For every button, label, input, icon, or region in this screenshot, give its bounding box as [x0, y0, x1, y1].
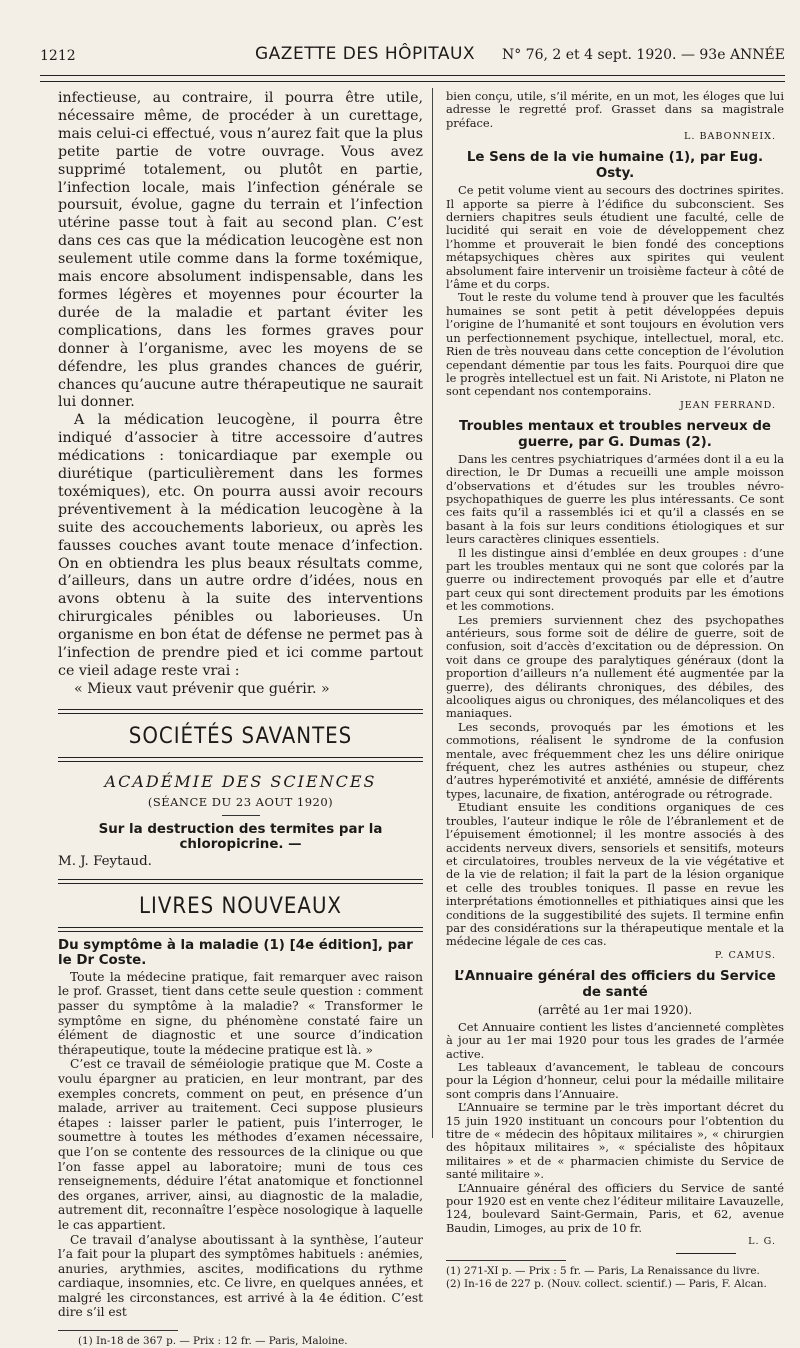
seance-date: (SÉANCE DU 23 AOUT 1920): [147, 794, 334, 809]
review-paragraph: bien conçu, utile, s’il mérite, en un mot, les éloges que lui adresse le regretté prof. Grasset dans sa magistrale préface.: [446, 89, 784, 130]
section-rule: [58, 927, 423, 932]
review-paragraph: Cet Annuaire contient les listes d’ancienneté complètes à jour au 1er mai 1920 pour tous les grades de l’armée active.: [446, 1019, 784, 1061]
section-rule: [58, 879, 423, 884]
review-paragraph: L’Annuaire général des officiers du Service de santé pour 1920 est en vente chez l’éditeur militaire Lavauzelle, 124, boulevard Saint-Germain, Paris, et 62, avenue Baudin, Limoges, au prix de 10 fr.: [446, 1180, 784, 1235]
termites-title: Sur la destruction des termites par la chloropicrine. —: [98, 821, 383, 852]
article-quote: « Mieux vaut prévenir que guérir. »: [74, 680, 330, 697]
page-header: [40, 44, 785, 72]
review-paragraph: Dans les centres psychiatriques d’armées dont il a eu la direction, le Dr Dumas a recueilli une ample moisson d’observations et d’études sur les troubles névro-psychopathiques de guerre les plus intéressants. Ce sont ces faits qu’il a rassemblés ici et qu’il a classés en se basant à la fois sur leurs conditions étiologiques et sur leurs caractères cliniques essentiels.: [446, 451, 784, 547]
academie-heading: ACADÉMIE DES SCIENCES: [104, 771, 377, 791]
review-signature: JEAN FERRAND.: [679, 399, 776, 411]
divider: [222, 815, 260, 816]
header-rule: [40, 75, 785, 76]
review-paragraph: Il les distingue ainsi d’emblée en deux groupes : d’une part les troubles mentaux qui ne sont que colorés par la guerre ou indirectement provoqués par elle et d’autre part ceux qui sont directement produits par les émotions et les commotions.: [446, 545, 784, 614]
troubles-title: Troubles mentaux et troubles nerveux de guerre, par G. Dumas (2).: [458, 418, 772, 450]
review-signature: P. CAMUS.: [714, 949, 776, 961]
review-paragraph: L’Annuaire se termine par le très important décret du 15 juin 1920 instituant un concours pour l’obtention du titre de « médecin des hôpitaux militaires », « chirurgien des hôpitaux militaires », « spécialiste des hôpitaux militaires » et de « pharmacien chimiste du Service de santé militaire ».: [446, 1100, 784, 1182]
journal-title: GAZETTE DES HÔPITAUX: [255, 44, 476, 64]
end-rule: [676, 1253, 736, 1254]
article-paragraph: infectieuse, au contraire, il pourra être utile, nécessaire même, de procéder à un curettage, mais celui-ci effectué, vous n’aurez fait que la plus petite partie de votre ouvrage. Vous avez supprimé totalement, ou plutôt en partie, l’infection locale, mais l’infection générale se poursuit, évolue, gagne du terrain et l’infection utérine passe tout à fait au second plan. C’est dans ces cas que la médication leucogène est non seulement utile comme dans la forme toxémique, mais encore absolument indispensable, dans les formes légères et moyennes pour écourter la durée de la maladie et partant éviter les complications, dans les formes graves pour donner à l’organisme, avec les moyens de se défendre, les plus grandes chances de guérir, chances qu’aucune autre thérapeutique ne saurait lui donner.: [58, 90, 423, 411]
footnote-rule: [446, 1260, 566, 1261]
livres-heading: LIVRES NOUVEAUX: [139, 893, 342, 919]
societes-heading: SOCIÉTÉS SAVANTES: [128, 723, 353, 749]
page-number: 1212: [40, 48, 76, 64]
symptome-paragraph: Ce travail d’analyse aboutissant à la synthèse, l’auteur l’a fait pour la plupart des symptômes habituels : anémies, anuries, arythmies, ascites, modifications du rythme cardiaque, insomnies, etc. Ce livre, en quelques années, et malgré les circonstances, est arrivé à la 4e édition. C’est dire s’il est: [58, 1232, 423, 1320]
review-paragraph: Ce petit volume vient au secours des doctrines spirites. Il apporte sa pierre à l’édifice du subconscient. Ses derniers chapitres seuls étudient une faculté, celle de lucidité qui serait en voie de développement chez l’homme et prouverait le bien fondé des conceptions métapsychiques chères aux spirites qui veulent absolument faire intervenir un troisième facteur à côté de l’âme et du corps.: [446, 183, 784, 292]
review-signature: L. BABONNEIX.: [683, 131, 776, 143]
review-paragraph: Les seconds, provoqués par les émotions et les commotions, réalisent le syndrome de la confusion mentale, avec fréquemment chez les uns délire onirique fréquent, chez les autres asthénies ou stupeur, chez d’autres hyperémotivité et anxiété, amnésie de différents types, lacunaire, de fixation, antérograde ou rétrograde.: [446, 719, 784, 801]
termites-author: M. J. Feytaud.: [58, 853, 152, 869]
right-column: [446, 90, 784, 1290]
footnote: (1) 271-XI p. — Prix : 5 fr. — Paris, La Renaissance du livre.: [446, 1265, 760, 1278]
section-rule: [58, 709, 423, 714]
article-paragraph: A la médication leucogène, il pourra être indiqué d’associer à titre accessoire d’autres médications : tonicardiaque par exemple ou diurétique (particulièrement dans les formes toxémiques), etc. On pourra aussi avoir recours préventivement à la médication leucogène à la suite des accouchements laborieux, ou après les fausses couches avant toute menace d’infection. On en obtiendra les plus beaux résultats comme, d’ailleurs, dans un autre ordre d’idées, nous en avons obtenu à la suite des interventions chirurgicales pénibles ou laborieuses. Un organisme en bon état de défense ne permet pas à l’infection de prendre pied et ici comme partout ce vieil adage reste vrai :: [58, 412, 423, 679]
review-paragraph: Etudiant ensuite les conditions organiques de ces troubles, l’auteur indique le rôle de l’ébranlement et de l’épuisement émotionnel; il les montre associés à des accidents nerveux divers, sensoriels et sensitifs, moteurs et circulatoires, troubles nerveux de la vie végétative et de la vie de relation; il fait la part de la lésion organique et celle des troubles toniques. Il passe en revue les interprétations émotionnelles et pithiatiques ainsi que les conditions de la suggestibilité des sujets. Il termine enfin par des considérations sur la thérapeutique mentale et la médecine légale de ces cas.: [446, 800, 784, 949]
footnote: (2) In-16 de 227 p. (Nouv. collect. scientif.) — Paris, F. Alcan.: [446, 1277, 767, 1290]
review-paragraph: Tout le reste du volume tend à prouver que les facultés humaines se sont petit à petit développées depuis l’origine de l’humanité et sont toujours en évolution vers un perfectionnement psychique, intellectuel, moral, etc. Rien de très nouveau dans cette conception de l’évolution cependant démentie par tous les faits. Pourquoi dire que le progrès intellectuel est un fait. Ni Aristote, ni Platon ne sont cependant nos contemporains.: [446, 290, 784, 399]
vie-humaine-title: Le Sens de la vie humaine (1), par Eug. Osty.: [466, 150, 764, 182]
annuaire-subtitle: (arrêté au 1er mai 1920).: [537, 1002, 693, 1017]
section-rule: [58, 757, 423, 762]
review-signature: L. G.: [748, 1236, 776, 1248]
symptome-paragraph: C’est ce travail de séméiologie pratique que M. Coste a voulu épargner au praticien, en leur montrant, par des exemples concrets, comment on peut, en présence d’un malade, arriver au traitement. Ceci suppose plusieurs étapes : laisser parler le patient, puis l’interroger, le soumettre à toutes les méthodes d’examen nécessaire, que l’on se contente des ressources de la clinique ou que l’on fasse appel au laboratoire; muni de tous ces renseignements, déduire l’état anatomique et fonctionnel des organes, arriver, ainsi, au diagnostic de la maladie, autrement dit, reconnaître l’espèce nosologique à laquelle le cas appartient.: [58, 1057, 423, 1232]
review-paragraph: Les premiers surviennent chez des psychopathes antérieurs, sous forme soit de délire de guerre, soit de confusion, soit d’accès d’excitation ou de dépression. On voit dans ce groupe des paralytiques généraux (dont la proportion d’ailleurs n’a nullement été augmentée par la guerre), des délirants chroniques, des débiles, des alcooliques aigus ou chroniques, des mélancoliques et des maniaques.: [446, 612, 784, 721]
footnote-rule: [58, 1330, 178, 1331]
symptome-title: Du symptôme à la maladie (1) [4e édition], par le Dr Coste.: [58, 937, 413, 968]
symptome-paragraph: Toute la médecine pratique, fait remarquer avec raison le prof. Grasset, tient dans cette seule question : comment passer du symptôme à la maladie? « Transformer le symptôme en signe, du phénomène constaté faire un élément de diagnostic et une source d’indication thérapeutique, toute la médecine pratique est là. »: [58, 969, 423, 1057]
column-divider: [432, 88, 433, 1138]
review-paragraph: Les tableaux d’avancement, le tableau de concours pour la Légion d’honneur, celui pour la médaille militaire sont compris dans l’Annuaire.: [446, 1059, 784, 1101]
footnote: (1) In-18 de 367 p. — Prix : 12 fr. — Paris, Maloine.: [78, 1335, 348, 1348]
header-rule-secondary: [40, 81, 785, 82]
annuaire-title: L’Annuaire général des officiers du Service de santé: [454, 968, 776, 1000]
left-column: [58, 90, 423, 1348]
issue-info: N° 76, 2 et 4 sept. 1920. — 93e ANNÉE: [501, 47, 785, 63]
